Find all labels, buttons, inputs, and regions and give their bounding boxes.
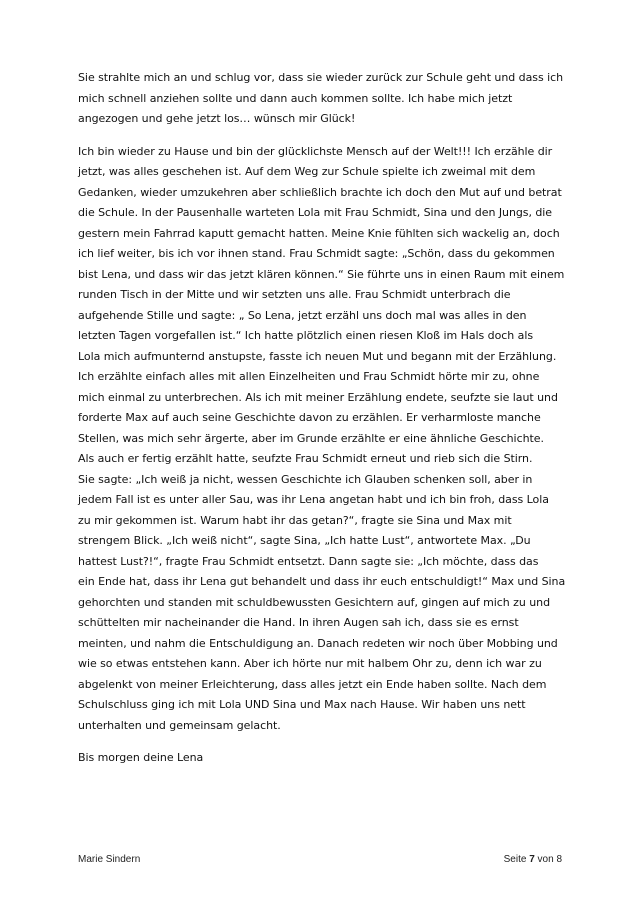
footer-page-number (504, 854, 562, 865)
text-line: mich einmal zu unterbrechen. Als ich mit meiner Erzählung endete, seufzte sie laut und (78, 390, 558, 404)
text-line: ich lief weiter, bis ich vor ihnen stand. Frau Schmidt sagte: „Schön, dass du gekommen (78, 247, 555, 260)
text-line: mich schnell anziehen sollte und dann auch kommen sollte. Ich habe mich jetzt (78, 91, 513, 105)
footer-page-separator: von (537, 854, 554, 865)
text-line: aufgehende Stille und sagte: „ So Lena, jetzt erzähl uns doch mal was alles in den (78, 308, 527, 322)
text-line: angezogen und gehe jetzt los… wünsch mir Glück! (78, 112, 356, 125)
paragraph-signoff (78, 748, 578, 769)
text-line: schüttelten mir nacheinander die Hand. In ihren Augen sah ich, dass sie es ernst (78, 616, 519, 629)
text-line: jetzt, was alles geschehen ist. Auf dem Weg zur Schule spielte ich zweimal mit dem (78, 165, 536, 178)
text-line: wie so etwas entstehen kann. Aber ich hörte nur mit halbem Ohr zu, denn ich war zu (78, 657, 542, 670)
text-line: unterhalten und gemeinsam gelacht. (78, 718, 281, 732)
text-line: Als auch er fertig erzählt hatte, seufzte Frau Schmidt erneut und rieb sich die Stirn. (78, 452, 533, 465)
text-line: Ich bin wieder zu Hause und bin der glücklichste Mensch auf der Welt!!! Ich erzähle dir (78, 144, 553, 158)
text-line: gehorchten und standen mit schuldbewussten Gesichtern auf, gingen auf mich zu und (78, 595, 551, 609)
paragraph-intro (78, 68, 578, 130)
footer-total-pages: 8 (556, 854, 562, 865)
text-line: runden Tisch in der Mitte und wir setzten uns alle. Frau Schmidt unterbrach die (78, 288, 511, 301)
signoff-line: Bis morgen deine Lena (78, 751, 204, 764)
text-line: Schulschluss ging ich mit Lola UND Sina und Max nach Hause. Wir haben uns nett (78, 698, 526, 711)
text-line: hattest Lust?!“, fragte Frau Schmidt entsetzt. Dann sagte sie: „Ich möchte, dass das (78, 554, 539, 568)
text-line: Ich erzählte einfach alles mit allen Einzelheiten und Frau Schmidt hörte mir zu, ohne (78, 370, 540, 383)
text-line: Stellen, was mich sehr ärgerte, aber im Grunde erzählte er eine ähnliche Geschichte. (78, 431, 544, 445)
text-line: bist Lena, und dass wir das jetzt klären können.“ Sie führte uns in einen Raum mit einem (78, 267, 565, 281)
text-line: die Schule. In der Pausenhalle warteten Lola mit Frau Schmidt, Sina und den Jungs, die (78, 206, 553, 219)
text-line: forderte Max auf auch seine Geschichte davon zu erzählen. Er verharmloste manche (78, 411, 541, 424)
paragraph-story (78, 142, 578, 737)
text-line: Lola mich aufmunternd anstupste, fasste ich neuen Mut und begann mit der Erzählung. (78, 349, 557, 363)
footer-author: Marie Sindern (78, 854, 141, 865)
footer-current-page: 7 (529, 854, 535, 865)
text-line: meinten, und nahm die Entschuldigung an. Danach redeten wir noch über Mobbing und (78, 636, 558, 650)
text-line: Gedanken, wieder umzukehren aber schließlich brachte ich doch den Mut auf und betrat (78, 185, 562, 199)
text-line: Sie sagte: „Ich weiß ja nicht, wessen Geschichte ich Glauben schenken soll, aber in (78, 472, 533, 486)
footer-page-prefix: Seite (503, 854, 527, 865)
text-line: jedem Fall ist es unter aller Sau, was ihr Lena angetan habt und ich bin froh, dass Lola (78, 493, 549, 506)
text-line: zu mir gekommen ist. Warum habt ihr das getan?“, fragte sie Sina und Max mit (78, 513, 512, 527)
text-line: ein Ende hat, dass ihr Lena gut behandelt und dass ihr euch entschuldigt!“ Max und Sina (78, 575, 566, 588)
text-line: gestern mein Fahrrad kaputt gemacht hatten. Meine Knie fühlten sich wackelig an, doch (78, 226, 560, 240)
text-line: Sie strahlte mich an und schlug vor, dass sie wieder zurück zur Schule geht und dass ich (78, 71, 563, 84)
text-line: letzten Tagen vorgefallen ist.“ Ich hatte plötzlich einen riesen Kloß im Hals doch als (78, 329, 534, 342)
text-line: strengem Blick. „Ich weiß nicht“, sagte Sina, „Ich hatte Lust“, antwortete Max. „Du (78, 534, 531, 547)
document-body (78, 68, 578, 781)
text-line: abgelenkt von meiner Erleichterung, dass alles jetzt ein Ende haben sollte. Nach dem (78, 677, 547, 691)
